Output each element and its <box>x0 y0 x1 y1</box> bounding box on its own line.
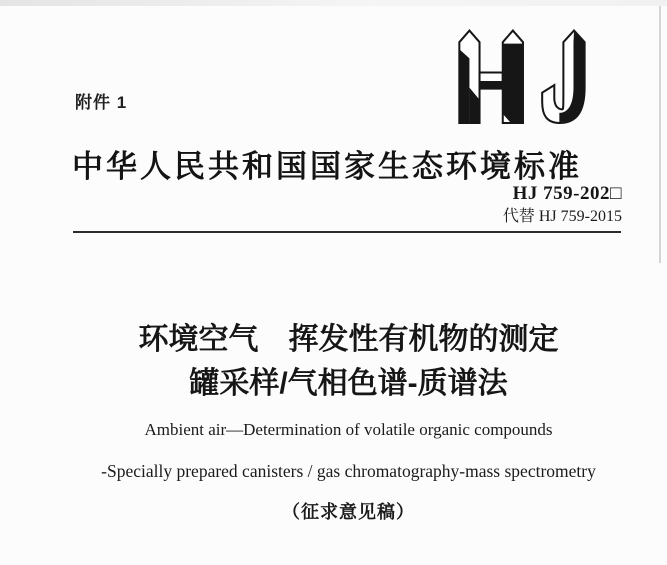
standard-code: HJ 759-202□ <box>512 183 622 204</box>
title-cn-line2: 罐采样/气相色谱-质谱法 <box>189 367 508 400</box>
standard-code-block <box>503 183 622 226</box>
header-rule <box>73 231 621 233</box>
scan-artifact-top <box>0 0 667 6</box>
title-en-line2: -Specially prepared canisters / gas chromatography-mass spectrometry <box>101 461 596 481</box>
hj-logo-text <box>0 0 1 1</box>
replaces-note: 代替 HJ 759-2015 <box>502 208 622 225</box>
hj-logo <box>457 27 593 126</box>
scanned-page-edge-line <box>659 6 661 263</box>
title-cn-line1: 环境空气 挥发性有机物的测定 <box>138 323 559 356</box>
attachment-label: 附件 1 <box>75 93 128 112</box>
standard-heading: 中华人民共和国国家生态环境标准 <box>72 149 582 184</box>
draft-status-label: （征求意见稿） <box>282 502 415 522</box>
title-en-line1: Ambient air—Determination of volatile organic compounds <box>144 420 553 439</box>
